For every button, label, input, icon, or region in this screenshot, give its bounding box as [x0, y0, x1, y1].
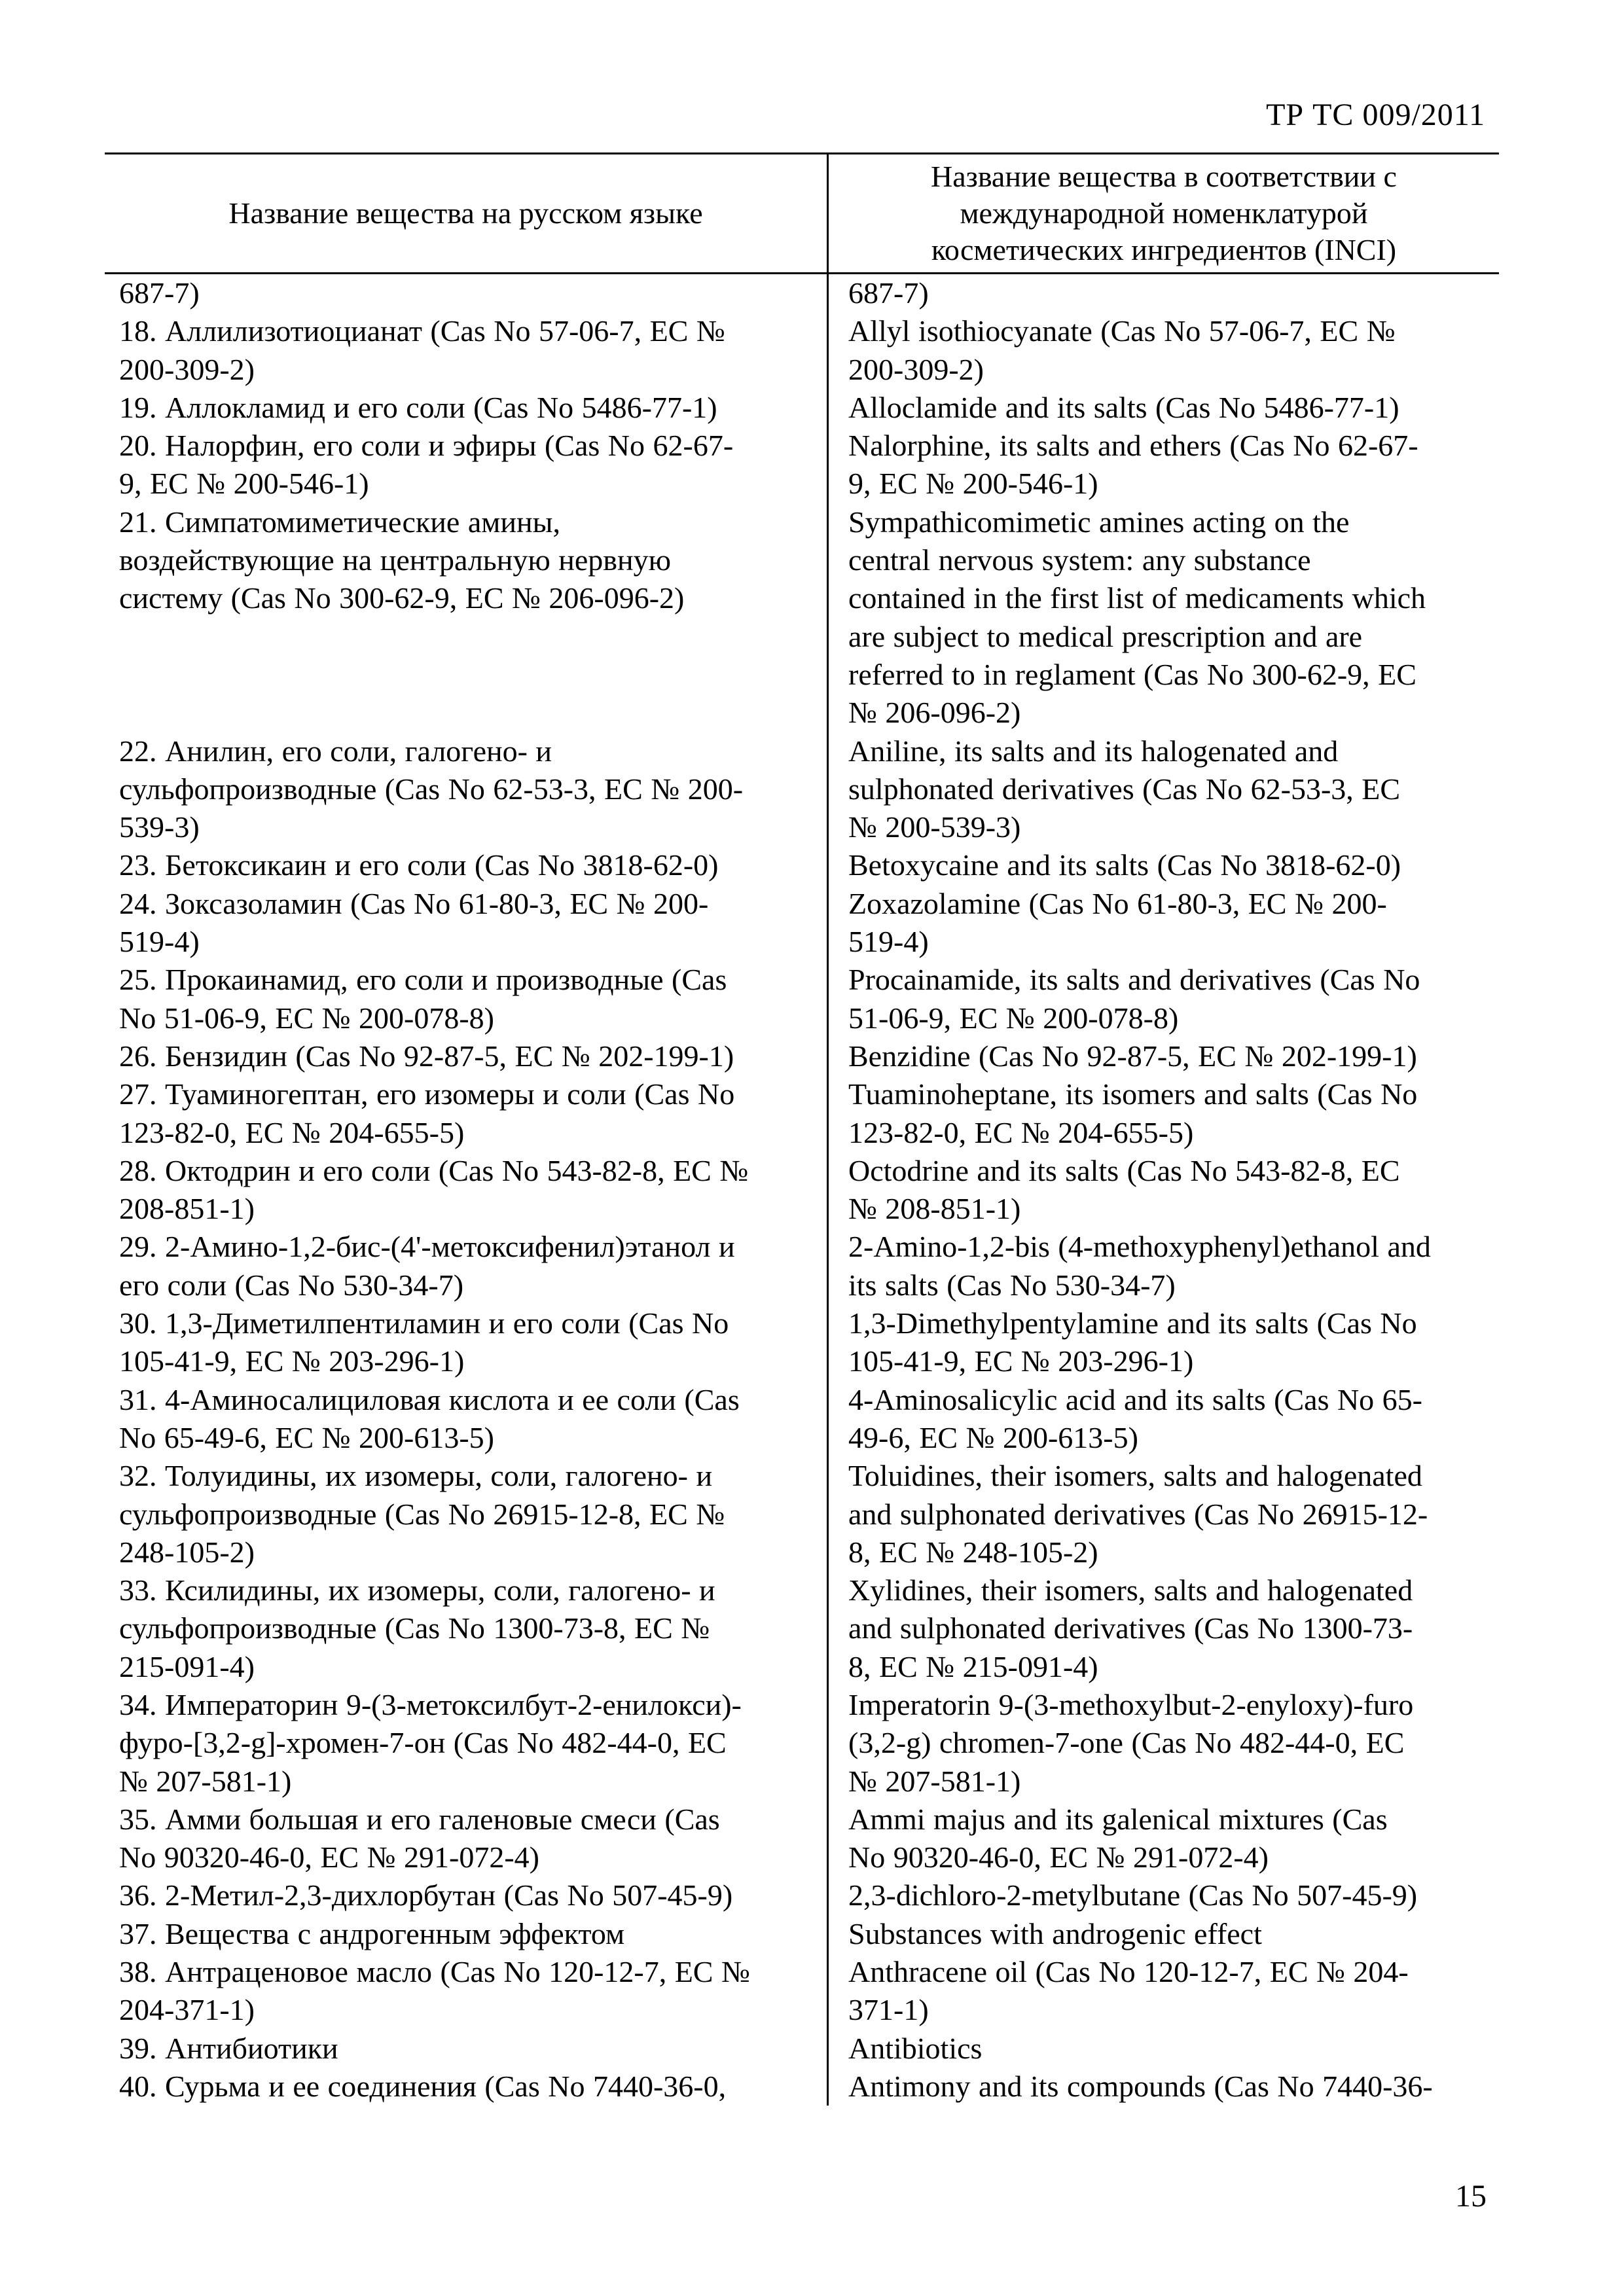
substance-name-russian: 19. Аллокламид и его соли (Cas No 5486-77-1) [105, 389, 829, 427]
substance-name-russian: 37. Вещества с андрогенным эффектом [105, 1915, 829, 1953]
page-number: 15 [1455, 2179, 1487, 2214]
substance-name-russian: 28. Октодрин и его соли (Cas No 543-82-8, ЕС № 208-851-1) [105, 1152, 829, 1229]
table-row [105, 1876, 1499, 1914]
substance-name-inci: Betoxycaine and its salts (Cas No 3818-62-0) [848, 848, 1401, 882]
table-row [105, 1953, 1499, 2030]
substance-name-russian: 24. Зоксазоламин (Cas No 61-80-3, ЕС № 200- 519-4) [105, 885, 829, 961]
substance-name-inci: Nalorphine, its salts and ethers (Cas No 62-67- 9, ЕС № 200-546-1) [848, 429, 1418, 501]
table-row [105, 1571, 1499, 1686]
substance-name-inci: 687-7) [848, 276, 929, 310]
table-body [105, 274, 1499, 2106]
table-row [105, 885, 1499, 961]
substance-name-inci: Antibiotics [848, 2031, 983, 2065]
substance-name-russian: 23. Бетоксикаин и его соли (Cas No 3818-62-0) [105, 846, 829, 884]
substance-name-russian: 40. Сурьма и ее соединения (Cas No 7440-36-0, [105, 2068, 829, 2106]
substance-name-inci: Octodrine and its salts (Cas No 543-82-8, ЕС № 208-851-1) [848, 1153, 1400, 1226]
substance-name-inci: Xylidines, their isomers, salts and halogenated and sulphonated derivatives (Cas No 1300-73- 8, ЕС № 215-091-4) [848, 1573, 1413, 1683]
substance-name-inci: 2,3-dichloro-2-metylbutane (Cas No 507-45-9) [848, 1878, 1418, 1912]
substance-name-russian: 687-7) [105, 274, 829, 312]
substance-name-inci: Procainamide, its salts and derivatives (Cas No 51-06-9, ЕС № 200-078-8) [848, 963, 1420, 1035]
column-header-inci: Название вещества в соответствии с международной номенклатурой косметических ингредиентов (INCI) [931, 160, 1397, 266]
substance-name-russian: 30. 1,3-Диметилпентиламин и его соли (Cas No 105-41-9, ЕС № 203-296-1) [105, 1304, 829, 1381]
column-header-russian: Название вещества на русском языке [105, 154, 829, 272]
substance-name-russian: 39. Антибиотики [105, 2030, 829, 2068]
substances-table [105, 152, 1499, 2106]
substance-name-inci: Alloclamide and its salts (Cas No 5486-77-1) [848, 390, 1399, 424]
substance-name-russian: 26. Бензидин (Cas No 92-87-5, ЕС № 202-199-1) [105, 1037, 829, 1075]
substance-name-russian: 27. Туаминогептан, его изомеры и соли (Cas No 123-82-0, ЕС № 204-655-5) [105, 1075, 829, 1152]
substance-name-russian: 20. Налорфин, его соли и эфиры (Cas No 62-67- 9, ЕС № 200-546-1) [105, 427, 829, 503]
substance-name-inci: 2-Amino-1,2-bis (4-methoxyphenyl)ethanol and its salts (Cas No 530-34-7) [848, 1230, 1431, 1302]
substance-name-inci: Toluidines, their isomers, salts and halogenated and sulphonated derivatives (Cas No 26915-12- 8, ЕС № 248-105-2) [848, 1459, 1428, 1569]
substance-name-inci: Antimony and its compounds (Cas No 7440-36- [848, 2069, 1433, 2103]
substance-name-russian: 18. Аллилизотиоцианат (Cas No 57-06-7, ЕС № 200-309-2) [105, 312, 829, 389]
substance-name-inci: Sympathicomimetic amines acting on the central nervous system: any substance contained in the first list of medicaments which are subject to medical prescription and are referred to in reglament (Cas No 300-62-9, ЕС № 206-096-2) [848, 505, 1426, 730]
table-header [105, 154, 1499, 274]
table-row [105, 1228, 1499, 1304]
table-row [105, 732, 1499, 847]
substance-name-russian: 29. 2-Амино-1,2-бис-(4'-метоксифенил)этанол и его соли (Cas No 530-34-7) [105, 1228, 829, 1304]
table-row [105, 846, 1499, 884]
substance-name-inci: Anthracene oil (Cas No 120-12-7, ЕС № 204- 371-1) [848, 1955, 1409, 2027]
substance-name-inci: Tuaminoheptane, its isomers and salts (Cas No 123-82-0, ЕС № 204-655-5) [848, 1077, 1418, 1149]
substance-name-russian: 33. Ксилидины, их изомеры, соли, галогено- и сульфопроизводные (Cas No 1300-73-8, ЕС № 215-091-4) [105, 1571, 829, 1686]
substance-name-russian: 25. Прокаинамид, его соли и производные (Cas No 51-06-9, ЕС № 200-078-8) [105, 961, 829, 1037]
substance-name-russian: 32. Толуидины, их изомеры, соли, галогено- и сульфопроизводные (Cas No 26915-12-8, ЕС № 248-105-2) [105, 1457, 829, 1571]
substance-name-inci: Allyl isothiocyanate (Cas No 57-06-7, ЕС № 200-309-2) [848, 314, 1396, 386]
substance-name-russian: 38. Антраценовое масло (Cas No 120-12-7, ЕС № 204-371-1) [105, 1953, 829, 2030]
substance-name-inci: Imperatorin 9-(3-methoxylbut-2-enyloxy)-furo (3,2-g) chromen-7-one (Cas No 482-44-0, ЕС № 207-581-1) [848, 1687, 1414, 1798]
table-row [105, 427, 1499, 503]
table-row [105, 274, 1499, 312]
document-reference: ТР ТС 009/2011 [1266, 98, 1485, 132]
table-row [105, 389, 1499, 427]
table-row [105, 503, 1499, 732]
substance-name-russian: 31. 4-Аминосалициловая кислота и ее соли (Cas No 65-49-6, ЕС № 200-613-5) [105, 1381, 829, 1458]
substance-name-russian: 35. Амми большая и его галеновые смеси (Cas No 90320-46-0, ЕС № 291-072-4) [105, 1801, 829, 1877]
table-row [105, 1152, 1499, 1229]
table-row [105, 1686, 1499, 1801]
table-row [105, 1915, 1499, 1953]
substance-name-inci: Zoxazolamine (Cas No 61-80-3, ЕС № 200- 519-4) [848, 886, 1387, 959]
substance-name-russian: 22. Анилин, его соли, галогено- и сульфопроизводные (Cas No 62-53-3, ЕС № 200- 539-3) [105, 732, 829, 847]
substance-name-inci: Benzidine (Cas No 92-87-5, ЕС № 202-199-1) [848, 1039, 1417, 1073]
table-row [105, 1304, 1499, 1381]
substance-name-inci: Aniline, its salts and its halogenated and sulphonated derivatives (Cas No 62-53-3, ЕС № 200-539-3) [848, 734, 1401, 844]
substance-name-inci: 4-Aminosalicylic acid and its salts (Cas No 65- 49-6, ЕС № 200-613-5) [848, 1382, 1423, 1454]
substance-name-russian: 21. Симпатомиметические амины, воздействующие на центральную нервную систему (Cas No 300-62-9, ЕС № 206-096-2) [105, 503, 829, 732]
substance-name-russian: 36. 2-Метил-2,3-дихлорбутан (Cas No 507-45-9) [105, 1876, 829, 1914]
table-row [105, 1037, 1499, 1075]
table-row [105, 1457, 1499, 1571]
substance-name-inci: 1,3-Dimethylpentylamine and its salts (Cas No 105-41-9, ЕС № 203-296-1) [848, 1306, 1417, 1378]
table-row [105, 1381, 1499, 1458]
table-row [105, 961, 1499, 1037]
table-row [105, 2068, 1499, 2106]
substance-name-inci: Substances with androgenic effect [848, 1916, 1262, 1950]
substance-name-russian: 34. Императорин 9-(3-метоксилбут-2-енилокси)- фуро-[3,2-g]-хромен-7-он (Cas No 482-44-0, ЕС № 207-581-1) [105, 1686, 829, 1801]
table-row [105, 1801, 1499, 1877]
table-row [105, 2030, 1499, 2068]
substance-name-inci: Ammi majus and its galenical mixtures (Cas No 90320-46-0, ЕС № 291-072-4) [848, 1802, 1388, 1874]
table-row [105, 312, 1499, 389]
table-row [105, 1075, 1499, 1152]
